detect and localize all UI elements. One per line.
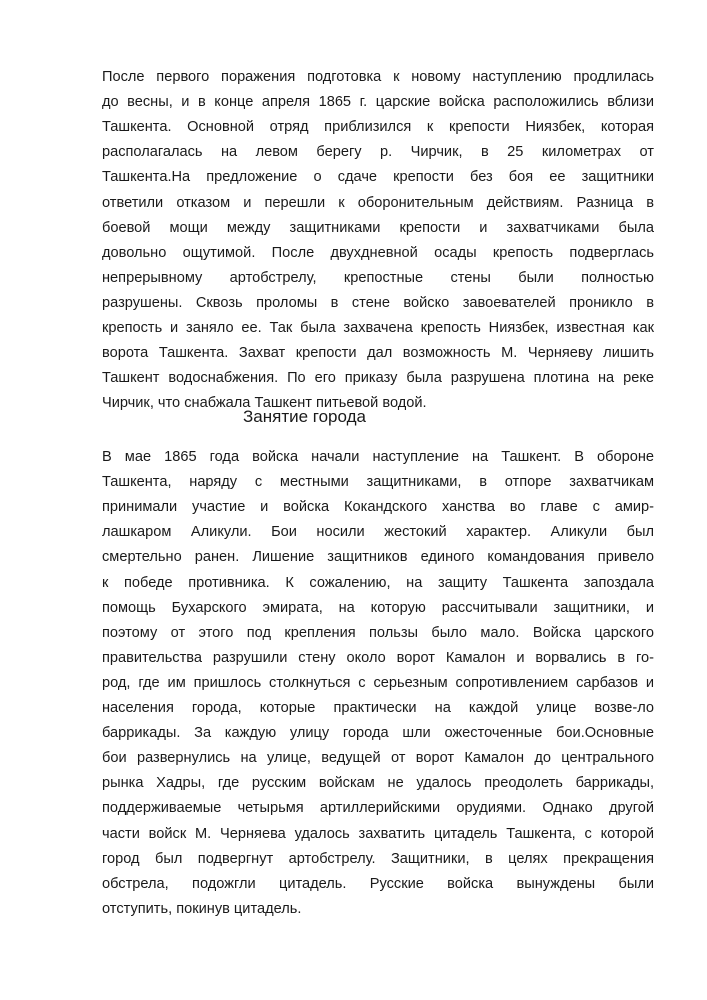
text-line: После первого поражения подготовка к новому наступлению продлилась	[102, 69, 654, 85]
text-line: баррикады. За каждую улицу города шли ожесточенные бои.Основные	[102, 725, 654, 742]
text-line: лашкаром Аликули. Бои носили жестокий характер. Аликули был	[102, 524, 654, 541]
text-line: крепость и заняло ее. Так была захвачена крепость Ниязбек, известная как	[102, 320, 654, 336]
text-line: населения города, которые практически на каждой улице возве-ло	[102, 700, 654, 716]
text-line: Ташкент водоснабжения. По его приказу была разрушена плотина на реке	[102, 370, 654, 387]
text-line: принимали участие и войска Кокандского ханства во главе с амир-	[102, 499, 654, 516]
text-line: разрушены. Сквозь проломы в стене войско завоевателей проникло в	[102, 294, 654, 311]
text-line: части войск М. Черняева удалось захватить цитадель Ташкента, с которой	[102, 825, 654, 842]
text-line: Ташкента, наряду с местными защитниками, в отпоре захватчикам	[102, 474, 654, 491]
text-line: Чирчик, что снабжала Ташкент питьевой водой.	[102, 395, 427, 412]
section-heading: Занятие города	[243, 407, 366, 426]
text-line: поддерживаемые четырьмя артиллерийскими орудиями. Однако другой	[102, 800, 654, 817]
text-line: помощь Бухарского эмирата, на которую рассчитывали защитники, и	[102, 599, 654, 616]
text-line: бои развернулись на улице, ведущей от ворот Камалон до центрального	[102, 750, 654, 767]
text-line: Ташкента. Основной отряд приблизился к крепости Ниязбек, которая	[102, 119, 654, 136]
text-line: непрерывному артобстрелу, крепостные стены были полностью	[102, 269, 654, 286]
text-line: к победе противника. К сожалению, на защиту Ташкента запоздала	[102, 574, 654, 591]
text-line: ворота Ташкента. Захват крепости дал возможность М. Черняеву лишить	[102, 345, 654, 362]
text-line: рынка Хадры, где русским войскам не удалось преодолеть баррикады,	[102, 775, 654, 792]
text-line: боевой мощи между защитниками крепости и захватчиками была	[102, 219, 654, 236]
text-line: ответили отказом и перешли к оборонительным действиям. Разница в	[102, 194, 654, 211]
text-line: располагалась на левом берегу р. Чирчик, в 25 километрах от	[102, 144, 654, 161]
text-line: смертельно ранен. Лишение защитников единого командования привело	[102, 549, 654, 566]
text-line: правительства разрушили стену около ворот Камалон и ворвались в го-	[102, 649, 654, 666]
text-line: город был подвергнут артобстрелу. Защитники, в целях прекращения	[102, 850, 654, 867]
text-line: Ташкента.На предложение о сдаче крепости без боя ее защитники	[102, 169, 654, 186]
text-line: до весны, и в конце апреля 1865 г. царские войска расположились вблизи	[102, 94, 654, 111]
text-line: В мае 1865 года войска начали наступление на Ташкент. В обороне	[102, 449, 654, 465]
text-line: обстрела, подожгли цитадель. Русские войска вынуждены были	[102, 875, 654, 892]
text-line: род, где им пришлось столкнуться с серьезным сопротивлением сарбазов и	[102, 674, 654, 691]
text-line: довольно ощутимой. После двухдневной осады крепость подверглась	[102, 244, 654, 261]
text-line: поэтому от этого под крепления пользы было мало. Войска царского	[102, 624, 654, 641]
text-line: отступить, покинув цитадель.	[102, 900, 302, 917]
